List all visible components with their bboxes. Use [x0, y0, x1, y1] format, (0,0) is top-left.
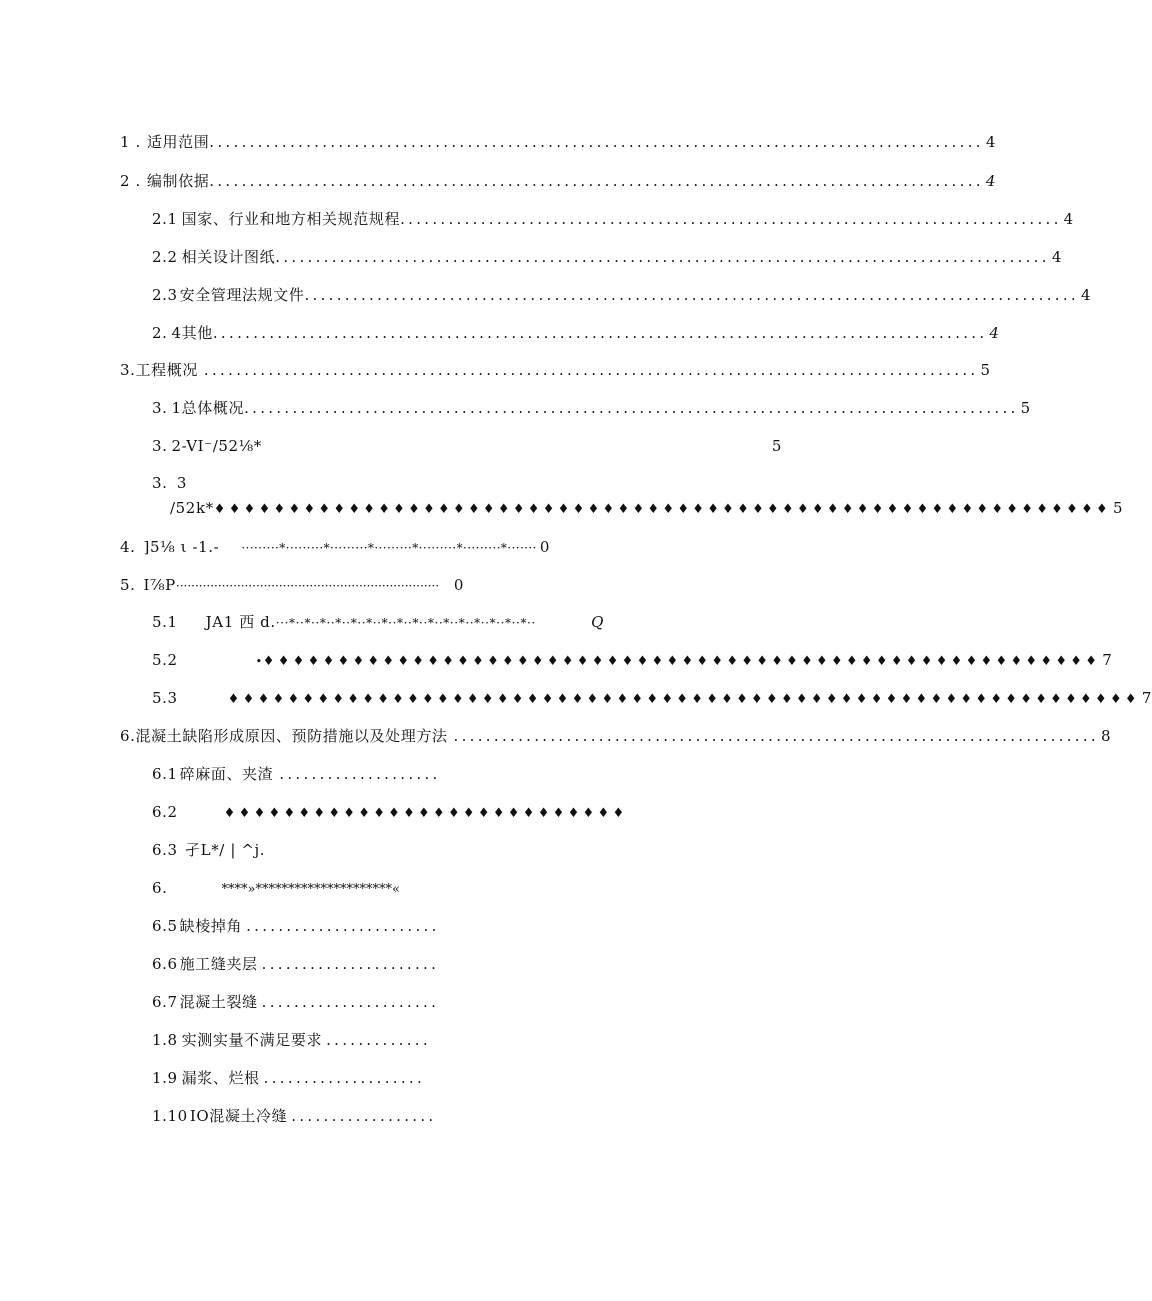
toc-leader: ....................	[279, 765, 441, 783]
toc-leader: ................................................................................................	[244, 399, 1019, 417]
toc-page-number: 7	[1102, 651, 1113, 669]
toc-leader: ♦♦♦♦♦♦♦♦♦♦♦♦♦♦♦♦♦♦♦♦♦♦♦♦♦♦♦	[223, 806, 628, 821]
toc-entry-1[interactable]	[120, 130, 996, 154]
toc-entry-number: 6.	[152, 879, 168, 897]
toc-page-number: 5	[771, 437, 782, 455]
toc-page-number: 0	[453, 576, 464, 594]
toc-entry-title: 实测实量不满足要求	[181, 1031, 323, 1049]
toc-entry-3-2[interactable]	[152, 434, 782, 458]
toc-entry-1-10[interactable]	[152, 1104, 458, 1128]
toc-entry-number: 5.2	[152, 651, 178, 669]
toc-entry-number: 2.2	[152, 248, 178, 266]
toc-entry-2-3[interactable]	[152, 283, 1092, 307]
toc-entry-4[interactable]	[120, 535, 550, 559]
toc-leader: ................................................................................................	[203, 361, 979, 379]
toc-page-number: 4	[985, 172, 996, 190]
toc-entry-number: 3.	[120, 361, 136, 379]
toc-leader: ......................	[261, 955, 440, 973]
toc-leader: ................................................................................................	[212, 324, 988, 342]
toc-leader: ♦♦♦♦♦♦♦♦♦♦♦♦♦♦♦♦♦♦♦♦♦♦♦♦♦♦♦♦♦♦♦♦♦♦♦♦♦♦♦♦♦♦♦♦♦♦♦♦♦♦♦♦♦♦♦♦♦♦♦♦	[213, 502, 1111, 517]
toc-leader: ................................................................................................	[304, 286, 1080, 304]
toc-page-number: 0	[539, 538, 550, 556]
toc-entry-number: 1.9	[152, 1069, 178, 1087]
toc-page-number: Q	[591, 613, 604, 631]
toc-entry-number: 2.	[152, 324, 168, 342]
toc-entry-title: 工程概况	[135, 361, 198, 379]
toc-entry-title: •	[255, 655, 263, 668]
toc-leader: ****»*********************«	[221, 882, 400, 897]
toc-entry-title: ]5⅛ ι -1.-	[143, 538, 220, 556]
toc-entry-title: 混凝土缺陷形成原因、预防措施以及处理方法	[135, 727, 448, 745]
toc-leader: ......................	[261, 993, 440, 1011]
toc-page-number: 4	[1081, 286, 1092, 304]
toc-entry-title: 缺棱掉角	[179, 917, 243, 935]
toc-entry-title: 施工缝夹层	[179, 955, 258, 973]
toc-entry-title: 4其他	[171, 324, 213, 342]
toc-entry-number: 3.	[152, 399, 168, 417]
toc-entry-number: 6.6	[152, 955, 178, 973]
toc-entry-title: 2-VI⁻/52⅛*	[171, 437, 262, 455]
toc-page-number: 4	[1051, 248, 1062, 266]
toc-page-number: 5	[1020, 399, 1031, 417]
toc-entry-2[interactable]	[120, 169, 996, 193]
toc-entry-title: JA1 西 d.	[205, 613, 276, 631]
toc-entry-number: 6.	[120, 727, 136, 745]
toc-entry-title: 编制依据	[146, 172, 210, 190]
toc-entry-title: I⅞P	[143, 576, 176, 594]
toc-entry-title: 1总体概况	[171, 399, 245, 417]
toc-entry-6-3[interactable]	[152, 838, 265, 862]
toc-entry-number: 2.1	[152, 210, 178, 228]
toc-entry-title: 相关设计图纸	[181, 248, 276, 266]
toc-leader: ···*··*··*··*··*··*··*··*··*··*··*··*··*··*··*··*··	[275, 616, 536, 630]
toc-entry-3-3-continued[interactable]	[170, 496, 1124, 520]
toc-page-number: 8	[1100, 727, 1112, 745]
toc-entry-3-1[interactable]	[152, 396, 1031, 420]
toc-entry-title: /52k*	[170, 499, 214, 517]
toc-leader: ..................	[291, 1107, 437, 1125]
toc-leader: ........................	[246, 917, 440, 935]
toc-entry-number: 1.10	[152, 1107, 188, 1125]
toc-entry-title: 安全管理法规文件	[179, 286, 305, 304]
toc-entry-1-8[interactable]	[152, 1028, 458, 1052]
toc-entry-number: 3.	[152, 437, 168, 455]
toc-entry-6-7[interactable]	[152, 990, 458, 1014]
toc-entry-5[interactable]	[120, 573, 464, 597]
toc-entry-5-1[interactable]	[152, 610, 604, 634]
toc-entry-title: 适用范围	[146, 133, 210, 151]
toc-entry-2-2[interactable]	[152, 245, 1062, 269]
toc-entry-number: 6.5	[152, 917, 178, 935]
toc-entry-1-9[interactable]	[152, 1066, 458, 1090]
toc-leader: ·········*·········*·········*·········*·········*·········*·······	[241, 541, 537, 555]
toc-entry-number: 6.2	[152, 803, 178, 821]
toc-entry-number: 5.3	[152, 689, 178, 707]
toc-page-number: 5	[980, 361, 991, 379]
toc-entry-3-3[interactable]	[152, 471, 187, 495]
toc-entry-number: 3.	[152, 474, 168, 492]
toc-entry-title: IO混凝土冷缝	[189, 1107, 288, 1125]
toc-entry-6-6[interactable]	[152, 952, 458, 976]
toc-entry-number: 2.3	[152, 286, 178, 304]
toc-entry-title: 碎麻面、夹渣	[179, 765, 274, 783]
toc-page-number: 4	[985, 133, 996, 151]
toc-entry-title: 国家、行业和地方相关规范规程	[181, 210, 401, 228]
toc-entry-6-4[interactable]	[152, 876, 476, 900]
toc-entry-number: 5.1	[152, 613, 178, 631]
toc-entry-2-4[interactable]	[152, 321, 1000, 345]
toc-entry-title: 漏浆、烂根	[181, 1069, 260, 1087]
toc-leader: ·····································································	[175, 579, 440, 593]
toc-entry-number: 2 .	[120, 172, 141, 190]
toc-entry-number: 4.	[120, 538, 136, 556]
toc-leader: ................................................................................................	[209, 172, 984, 190]
toc-entry-6[interactable]	[120, 724, 1112, 748]
toc-entry-5-2[interactable]	[152, 648, 1113, 672]
toc-entry-title: 混凝土裂缝	[179, 993, 258, 1011]
toc-leader: .............	[326, 1031, 431, 1049]
toc-leader: ♦♦♦♦♦♦♦♦♦♦♦♦♦♦♦♦♦♦♦♦♦♦♦♦♦♦♦♦♦♦♦♦♦♦♦♦♦♦♦♦♦♦♦♦♦♦♦♦♦♦♦♦♦♦♦♦♦♦♦♦♦	[227, 692, 1140, 707]
toc-leader: ................................................................................................	[209, 133, 984, 151]
toc-page-number: 5	[1113, 499, 1124, 517]
toc-entry-title: 3	[176, 474, 188, 492]
toc-entry-6-1[interactable]	[152, 762, 458, 786]
toc-leader: ....................	[263, 1069, 426, 1087]
toc-entry-number: 1.8	[152, 1031, 178, 1049]
toc-entry-6-5[interactable]	[152, 914, 458, 938]
toc-entry-3[interactable]	[120, 358, 991, 382]
toc-page-number: 7	[1141, 689, 1152, 707]
toc-entry-number: 1 .	[120, 133, 141, 151]
toc-leader: ♦♦♦♦♦♦♦♦♦♦♦♦♦♦♦♦♦♦♦♦♦♦♦♦♦♦♦♦♦♦♦♦♦♦♦♦♦♦♦♦♦♦♦♦♦♦♦♦♦♦♦♦♦♦♦♦	[262, 654, 1101, 669]
toc-entry-2-1[interactable]	[152, 207, 1074, 231]
toc-leader: ................................................................................	[453, 727, 1099, 745]
toc-entry-number: 5.	[120, 576, 136, 594]
toc-entry-number: 6.3	[152, 841, 178, 859]
toc-page-number: 4	[989, 324, 1000, 342]
toc-entry-title: 孑L*/ | ^j.	[185, 841, 266, 859]
toc-leader: ................................................................................................	[275, 248, 1050, 266]
toc-leader: ..................................................................................	[400, 210, 1062, 228]
toc-entry-number: 6.1	[152, 765, 178, 783]
toc-entry-6-2[interactable]	[152, 800, 628, 824]
toc-page-number: 4	[1063, 210, 1074, 228]
toc-entry-5-3[interactable]	[152, 686, 1152, 710]
toc-entry-number: 6.7	[152, 993, 178, 1011]
